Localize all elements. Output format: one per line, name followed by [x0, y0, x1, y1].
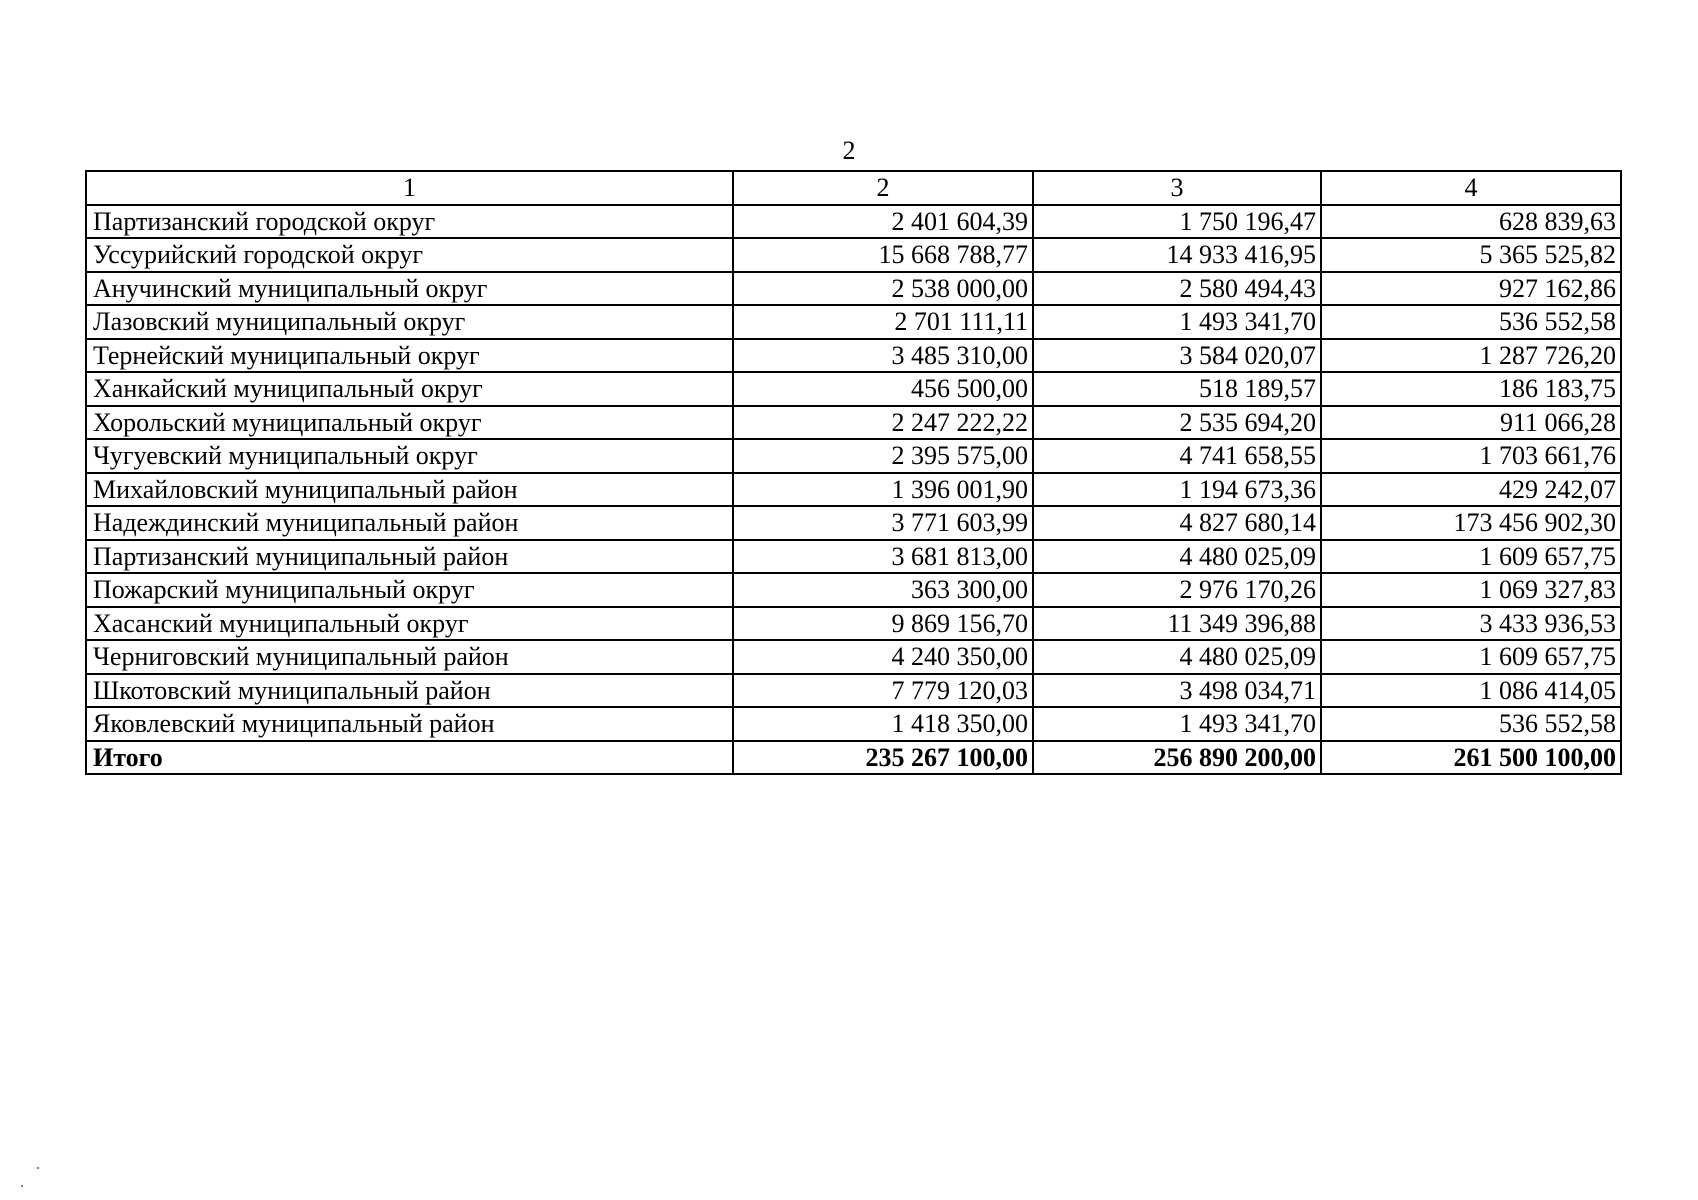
value-col-3: 518 189,57 [1033, 372, 1321, 406]
table-row [86, 339, 1621, 373]
total-col-3: 256 890 200,00 [1033, 741, 1321, 775]
column-header-3: 3 [1033, 171, 1321, 205]
value-col-3: 2 976 170,26 [1033, 573, 1321, 607]
value-col-2: 456 500,00 [733, 372, 1033, 406]
budget-table [85, 170, 1622, 775]
table-row [86, 439, 1621, 473]
value-col-2: 4 240 350,00 [733, 640, 1033, 674]
value-col-4: 173 456 902,30 [1321, 506, 1621, 540]
value-col-4: 1 609 657,75 [1321, 540, 1621, 574]
municipality-name: Хорольский муниципальный округ [86, 406, 733, 440]
total-col-2: 235 267 100,00 [733, 741, 1033, 775]
table-row [86, 473, 1621, 507]
table-row [86, 372, 1621, 406]
value-col-3: 3 498 034,71 [1033, 674, 1321, 708]
value-col-4: 1 287 726,20 [1321, 339, 1621, 373]
municipality-name: Хасанский муниципальный округ [86, 607, 733, 641]
value-col-3: 1 493 341,70 [1033, 707, 1321, 741]
table-row [86, 305, 1621, 339]
total-col-4: 261 500 100,00 [1321, 741, 1621, 775]
value-col-4: 911 066,28 [1321, 406, 1621, 440]
municipality-name: Партизанский городской округ [86, 205, 733, 239]
table-row [86, 205, 1621, 239]
value-col-3: 4 741 658,55 [1033, 439, 1321, 473]
value-col-2: 2 401 604,39 [733, 205, 1033, 239]
value-col-3: 1 194 673,36 [1033, 473, 1321, 507]
municipality-name: Пожарский муниципальный округ [86, 573, 733, 607]
value-col-4: 186 183,75 [1321, 372, 1621, 406]
value-col-3: 14 933 416,95 [1033, 238, 1321, 272]
value-col-2: 9 869 156,70 [733, 607, 1033, 641]
value-col-2: 3 771 603,99 [733, 506, 1033, 540]
value-col-4: 429 242,07 [1321, 473, 1621, 507]
value-col-4: 628 839,63 [1321, 205, 1621, 239]
value-col-3: 11 349 396,88 [1033, 607, 1321, 641]
scan-speck [37, 1167, 39, 1169]
table-row [86, 272, 1621, 306]
value-col-4: 1 086 414,05 [1321, 674, 1621, 708]
value-col-2: 3 485 310,00 [733, 339, 1033, 373]
value-col-4: 1 609 657,75 [1321, 640, 1621, 674]
value-col-2: 2 701 111,11 [733, 305, 1033, 339]
municipality-name: Чугуевский муниципальный округ [86, 439, 733, 473]
table-row [86, 506, 1621, 540]
value-col-2: 2 538 000,00 [733, 272, 1033, 306]
municipality-name: Михайловский муниципальный район [86, 473, 733, 507]
table-row [86, 707, 1621, 741]
value-col-3: 4 480 025,09 [1033, 640, 1321, 674]
municipality-name: Черниговский муниципальный район [86, 640, 733, 674]
value-col-3: 4 827 680,14 [1033, 506, 1321, 540]
value-col-3: 3 584 020,07 [1033, 339, 1321, 373]
municipality-name: Шкотовский муниципальный район [86, 674, 733, 708]
total-row [86, 741, 1621, 775]
value-col-2: 2 247 222,22 [733, 406, 1033, 440]
value-col-3: 2 580 494,43 [1033, 272, 1321, 306]
value-col-4: 5 365 525,82 [1321, 238, 1621, 272]
value-col-4: 927 162,86 [1321, 272, 1621, 306]
municipality-name: Уссурийский городской округ [86, 238, 733, 272]
table-row [86, 540, 1621, 574]
value-col-3: 1 493 341,70 [1033, 305, 1321, 339]
municipality-name: Анучинский муниципальный округ [86, 272, 733, 306]
table-row [86, 674, 1621, 708]
column-header-2: 2 [733, 171, 1033, 205]
municipality-name: Партизанский муниципальный район [86, 540, 733, 574]
value-col-2: 7 779 120,03 [733, 674, 1033, 708]
table-row [86, 640, 1621, 674]
value-col-4: 3 433 936,53 [1321, 607, 1621, 641]
value-col-2: 15 668 788,77 [733, 238, 1033, 272]
value-col-4: 536 552,58 [1321, 305, 1621, 339]
table-body [86, 205, 1621, 775]
municipality-name: Надеждинский муниципальный район [86, 506, 733, 540]
municipality-name: Лазовский муниципальный округ [86, 305, 733, 339]
total-label: Итого [86, 741, 733, 775]
municipality-name: Тернейский муниципальный округ [86, 339, 733, 373]
value-col-4: 536 552,58 [1321, 707, 1621, 741]
value-col-4: 1 069 327,83 [1321, 573, 1621, 607]
value-col-3: 2 535 694,20 [1033, 406, 1321, 440]
column-header-4: 4 [1321, 171, 1621, 205]
column-header-1: 1 [86, 171, 733, 205]
municipality-name: Ханкайский муниципальный округ [86, 372, 733, 406]
value-col-2: 1 396 001,90 [733, 473, 1033, 507]
scan-speck [21, 1185, 23, 1187]
municipality-name: Яковлевский муниципальный район [86, 707, 733, 741]
page-number: 2 [842, 136, 856, 165]
value-col-4: 1 703 661,76 [1321, 439, 1621, 473]
value-col-3: 1 750 196,47 [1033, 205, 1321, 239]
value-col-2: 1 418 350,00 [733, 707, 1033, 741]
table-header-row [86, 171, 1621, 205]
table-row [86, 406, 1621, 440]
table-row [86, 573, 1621, 607]
value-col-2: 2 395 575,00 [733, 439, 1033, 473]
value-col-2: 363 300,00 [733, 573, 1033, 607]
value-col-3: 4 480 025,09 [1033, 540, 1321, 574]
table-row [86, 607, 1621, 641]
value-col-2: 3 681 813,00 [733, 540, 1033, 574]
table-row [86, 238, 1621, 272]
